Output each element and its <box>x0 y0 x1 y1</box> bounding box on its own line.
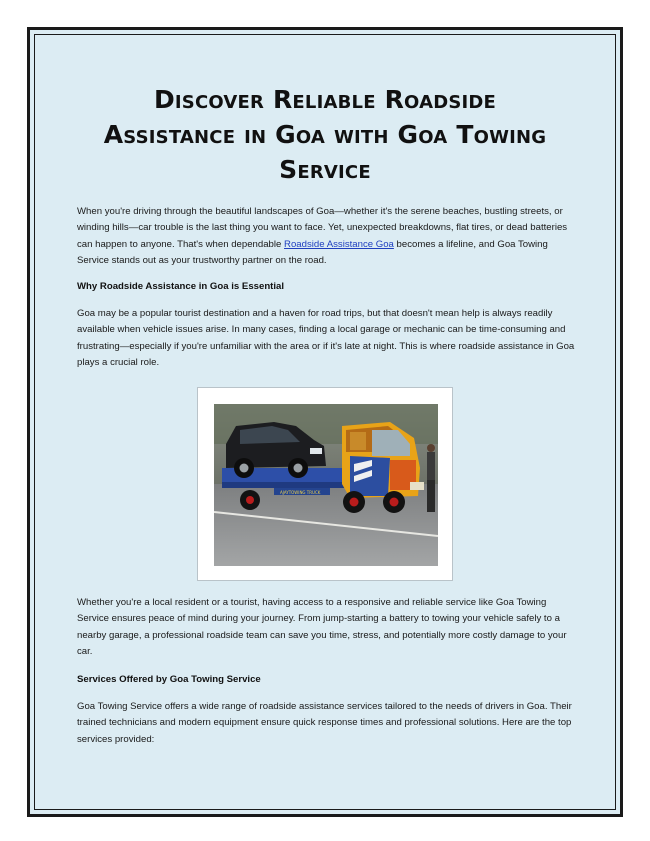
section-paragraph-peace-of-mind: Whether you're a local resident or a tourist, having access to a responsive and reliable service like Goa Towing Service ensures peace of mind during your journey. From jump-starting a battery to towing your vehicle safely to a nearby garage, a professional roadside team can save you time, stress, and potentially more costly damage to your car. <box>77 597 567 658</box>
roadside-assistance-goa-link[interactable]: Roadside Assistance Goa <box>284 238 394 250</box>
section-heading-why: Why Roadside Assistance in Goa is Essential <box>77 281 285 292</box>
section-heading-services: Services Offered by Goa Towing Service <box>77 674 261 685</box>
title-line-3: Service <box>279 155 371 184</box>
document-title <box>60 82 590 187</box>
title-line-2: Assistance in Goa with Goa Towing <box>103 120 547 149</box>
tow-truck-image-frame <box>197 387 453 581</box>
intro-text-after: becomes a lifeline, and Goa Towing Service stands out as your trustworthy partner on the road. <box>77 238 548 267</box>
truck-sign-text: AJAYTOWING TRUCK <box>280 490 321 495</box>
section-paragraph-why: Goa may be a popular tourist destination and a haven for road trips, but that doesn't mean help is always readily available when vehicle issues arise. In many cases, finding a local garage or mechanic can be time-consuming and frustrating—especially if you're unfamiliar with the area or if it's late at night. This is where roadside assistance in Goa plays a crucial role. <box>77 308 575 369</box>
title-line-1: Discover Reliable Roadside <box>153 85 497 114</box>
intro-paragraph <box>77 204 577 270</box>
intro-text-before: When you're driving through the beautiful landscapes of Goa—whether it's the serene beaches, bustling streets, or winding hills—car trouble is the last thing you want to face. Yet, unexpected breakdowns, flat tires, or dead batteries can happen to anyone. That's when dependable <box>77 206 568 250</box>
tow-truck-image <box>214 404 438 566</box>
section-paragraph-services: Goa Towing Service offers a wide range of roadside assistance services tailored to the needs of drivers in Goa. Their trained technicians and modern equipment ensure quick response times and professional solutions. Here are the top services provided: <box>77 701 572 745</box>
